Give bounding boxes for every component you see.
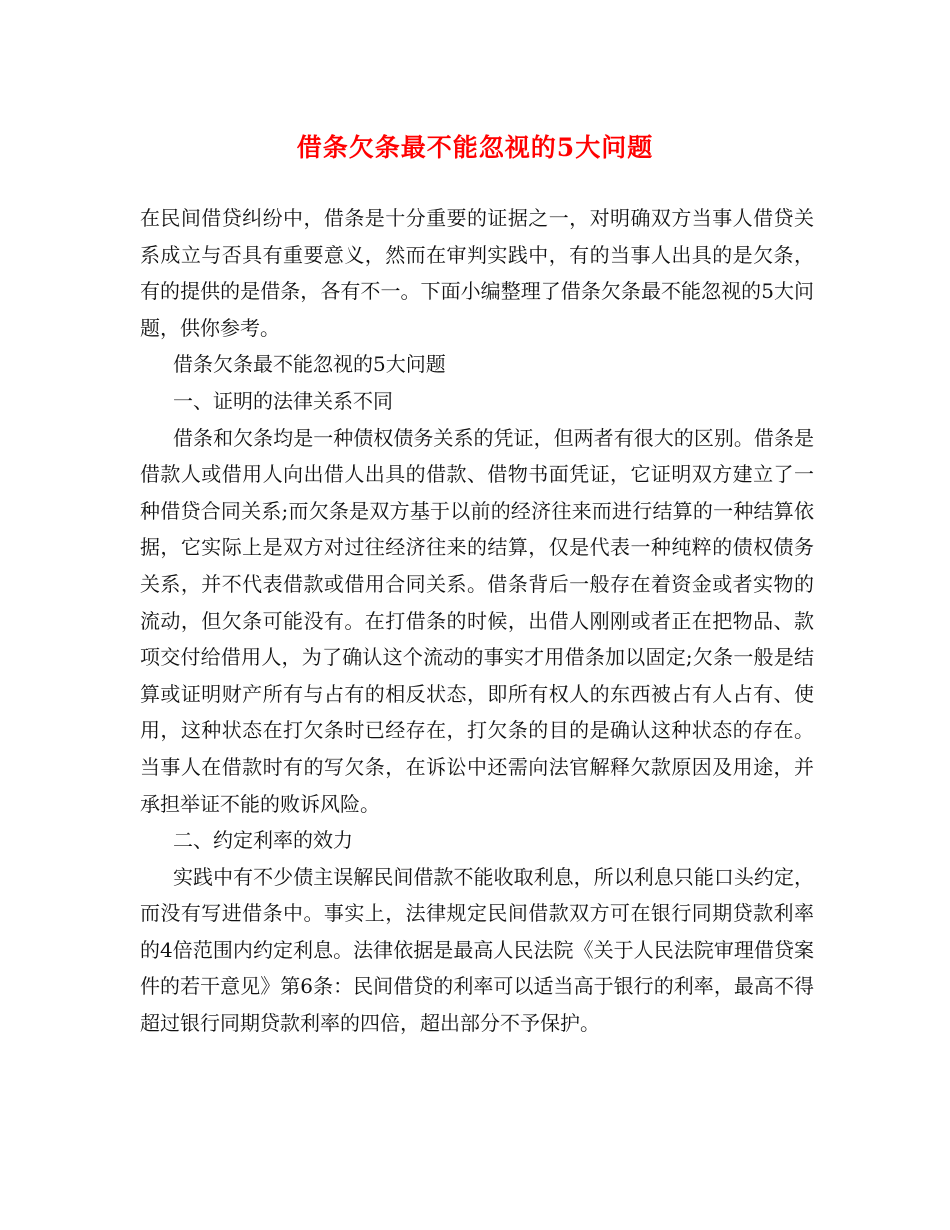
document-title: 借条欠条最不能忽视的5大问题	[296, 133, 654, 162]
paragraph-subtitle: 借条欠条最不能忽视的5大问题	[173, 352, 446, 377]
section-heading-2: 二、约定利率的效力	[173, 828, 353, 853]
paragraph-section-1: 借条和欠条均是一种债权债务关系的凭证，但两者有很大的区别。借条是借款人或借用人向出借人出具的借款、借物书面凭证，它证明双方建立了一种借贷合同关系;而欠条是双方基于以前的经济往来而进行结算的一种结算依据，它实际上是双方对过往经济往来的结算，仅是代表一种纯粹的债权债务关系，并不代表借款或借用合同关系。借条背后一般存在着资金或者实物的流动，但欠条可能没有。在打借条的时候，出借人刚刚或者正在把物品、款项交付给借用人，为了确认这个流动的事实才用借条加以固定;欠条一般是结算或证明财产所有与占有的相反状态，即所有权人的东西被占有人占有、使用，这种状态在打欠条时已经存在，打欠条的目的是确认这种状态的存在。当事人在借款时有的写欠条，在诉讼中还需向法官解释欠款原因及用途，并承担举证不能的败诉风险。	[140, 425, 814, 816]
document-body	[140, 200, 814, 1042]
paragraph-section-2: 实践中有不少债主误解民间借款不能收取利息，所以利息只能口头约定，而没有写进借条中。事实上，法律规定民间借款双方可在银行同期贷款利率的4倍范围内约定利息。法律依据是最高人民法院《关于人民法院审理借贷案件的若干意见》第6条：民间借贷的利率可以适当高于银行的利率，最高不得超过银行同期贷款利率的四倍，超出部分不予保护。	[140, 864, 814, 1036]
section-heading-1: 一、证明的法律关系不同	[173, 388, 393, 413]
paragraph-intro: 在民间借贷纠纷中，借条是十分重要的证据之一，对明确双方当事人借贷关系成立与否具有重要意义，然而在审判实践中，有的当事人出具的是欠条，有的提供的是借条，各有不一。下面小编整理了借条欠条最不能忽视的5大问题，供你参考。	[140, 206, 814, 340]
